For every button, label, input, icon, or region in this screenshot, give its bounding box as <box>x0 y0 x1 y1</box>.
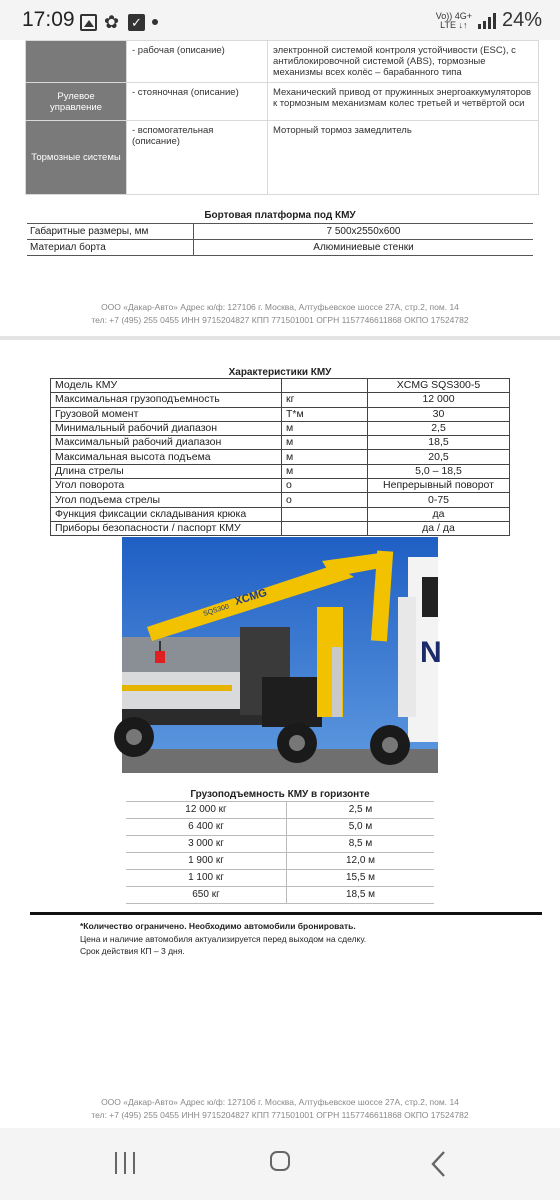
signal-icon <box>478 13 496 29</box>
kmu-value: XCMG SQS300-5 <box>368 379 510 393</box>
kmu-param: Угол поворота <box>51 479 282 493</box>
kmu-value: 30 <box>368 407 510 421</box>
kmu-unit: м <box>282 421 368 435</box>
kmu-unit <box>282 379 368 393</box>
home-button[interactable] <box>262 1146 302 1182</box>
footer-requisites-2: тел: +7 (495) 255 0455 ИНН 9715204827 КПП 771501001 ОГРН 1157746611868 ОКПО 17524782 <box>91 1110 469 1120</box>
capacity-table <box>126 801 434 904</box>
kmu-param: Длина стрелы <box>51 464 282 478</box>
status-time: 17:09 <box>22 8 75 31</box>
spec-sub: - рабочая (описание) <box>127 41 268 83</box>
kmu-param: Максимальный рабочий диапазон <box>51 436 282 450</box>
footer-requisites: тел: +7 (495) 255 0455 ИНН 9715204827 КПП 771501001 ОГРН 1157746611868 ОКПО 17524782 <box>91 315 469 325</box>
kmu-param: Приборы безопасности / паспорт КМУ <box>51 521 282 535</box>
capacity-row <box>126 853 434 870</box>
platform-table <box>27 223 533 256</box>
capacity-weight: 12 000 кг <box>126 802 287 819</box>
photo-cab-letter: N <box>420 636 442 669</box>
home-icon <box>270 1151 290 1171</box>
kmu-row <box>51 393 510 407</box>
page-divider <box>0 336 560 340</box>
kmu-unit: м <box>282 464 368 478</box>
kmu-unit: о <box>282 479 368 493</box>
platform-row <box>27 240 533 256</box>
spec-category: Рулевое управление <box>26 83 127 121</box>
capacity-reach: 2,5 м <box>287 802 435 819</box>
kmu-value: 18,5 <box>368 436 510 450</box>
spec-value: Моторный тормоз замедлитель <box>268 121 539 195</box>
spec-value: Механический привод от пружинных энергоаккумуляторов к тормозным механизмам колес третьей и четвёртой оси <box>268 83 539 121</box>
capacity-reach: 18,5 м <box>287 887 435 904</box>
kmu-param: Грузовой момент <box>51 407 282 421</box>
kmu-row <box>51 464 510 478</box>
back-chevron-icon <box>420 1146 460 1182</box>
capacity-weight: 6 400 кг <box>126 819 287 836</box>
photo-brand-label: XCMG <box>233 586 269 608</box>
kmu-value: 12 000 <box>368 393 510 407</box>
kmu-row <box>51 521 510 535</box>
capacity-weight: 650 кг <box>126 887 287 904</box>
capacity-row <box>126 802 434 819</box>
recent-apps-button[interactable] <box>105 1146 145 1182</box>
kmu-unit: м <box>282 436 368 450</box>
kmu-title: Характеристики КМУ <box>228 367 332 378</box>
kmu-value: 2,5 <box>368 421 510 435</box>
spec-table <box>25 40 539 195</box>
kmu-param: Минимальный рабочий диапазон <box>51 421 282 435</box>
kmu-row <box>51 421 510 435</box>
gallery-icon <box>80 14 97 31</box>
network-indicator <box>436 12 472 30</box>
truck-crane-photo <box>122 537 442 773</box>
network-top-label: Vo)) 4G+ <box>435 10 472 21</box>
kmu-param: Максимальная грузоподъемность <box>51 393 282 407</box>
kmu-row <box>51 436 510 450</box>
kmu-row <box>51 379 510 393</box>
check-icon: ✓ <box>128 14 145 31</box>
note-price: Цена и наличие автомобиля актуализируется перед выходом на сделку. <box>80 933 367 944</box>
spec-row <box>26 41 539 83</box>
back-button[interactable] <box>420 1146 460 1182</box>
capacity-weight: 3 000 кг <box>126 836 287 853</box>
capacity-reach: 12,0 м <box>287 853 435 870</box>
section-divider <box>30 912 542 915</box>
capacity-reach: 15,5 м <box>287 870 435 887</box>
more-notifications-dot-icon <box>152 19 158 25</box>
platform-value: Алюминиевые стенки <box>194 240 534 256</box>
kmu-row <box>51 450 510 464</box>
status-right <box>436 9 542 32</box>
kmu-value: да / да <box>368 521 510 535</box>
platform-value: 7 500x2550x600 <box>194 224 534 240</box>
kmu-unit <box>282 521 368 535</box>
platform-row <box>27 224 533 240</box>
notification-icons <box>80 13 158 31</box>
platform-title: Бортовая платформа под КМУ <box>204 210 356 221</box>
notes <box>80 920 366 958</box>
capacity-row <box>126 870 434 887</box>
kmu-unit: Т*м <box>282 407 368 421</box>
kmu-unit: кг <box>282 393 368 407</box>
platform-label: Габаритные размеры, мм <box>27 224 194 240</box>
spec-sub: - вспомогательная (описание) <box>127 121 268 195</box>
capacity-title: Грузоподъемность КМУ в горизонте <box>190 789 370 800</box>
status-bar <box>0 0 560 40</box>
kmu-unit: м <box>282 450 368 464</box>
photo-model-label: SQS300 <box>202 603 230 618</box>
kmu-param: Угол подъема стрелы <box>51 493 282 507</box>
capacity-weight: 1 900 кг <box>126 853 287 870</box>
kmu-value: 20,5 <box>368 450 510 464</box>
capacity-weight: 1 100 кг <box>126 870 287 887</box>
capacity-row <box>126 887 434 904</box>
network-bottom-label: LTE ↓↑ <box>440 19 468 30</box>
capacity-reach: 8,5 м <box>287 836 435 853</box>
kmu-unit: о <box>282 493 368 507</box>
capacity-reach: 5,0 м <box>287 819 435 836</box>
kmu-unit <box>282 507 368 521</box>
kmu-param: Максимальная высота подъема <box>51 450 282 464</box>
kmu-value: 5,0 – 18,5 <box>368 464 510 478</box>
flower-icon: ✿ <box>104 11 120 32</box>
note-limited: *Количество ограничено. Необходимо автомобили бронировать. <box>80 921 356 931</box>
kmu-value: 0-75 <box>368 493 510 507</box>
kmu-row <box>51 407 510 421</box>
kmu-row <box>51 493 510 507</box>
capacity-row <box>126 819 434 836</box>
system-nav-bar <box>0 1128 560 1200</box>
platform-label: Материал борта <box>27 240 194 256</box>
kmu-param: Модель КМУ <box>51 379 282 393</box>
spec-value: электронной системой контроля устойчивости (ESC), с антиблокировочной системой (ABS), тормозные механизмы всех колёс – барабанного типа <box>268 41 539 83</box>
kmu-row <box>51 479 510 493</box>
kmu-row <box>51 507 510 521</box>
kmu-value: да <box>368 507 510 521</box>
kmu-param: Функция фиксации складывания крюка <box>51 507 282 521</box>
spec-row <box>26 121 539 195</box>
spec-sub: - стояночная (описание) <box>127 83 268 121</box>
capacity-row <box>126 836 434 853</box>
footer-address: ООО «Дакар-Авто» Адрес ю/ф: 127106 г. Москва, Алтуфьевское шоссе 27А, стр.2, пом. 14 <box>101 302 459 312</box>
spec-row <box>26 83 539 121</box>
document-page-1 <box>0 40 560 336</box>
kmu-value: Непрерывный поворот <box>368 479 510 493</box>
spec-category: Тормозные системы <box>26 121 127 195</box>
note-validity: Срок действия КП – 3 дня. <box>80 946 185 956</box>
kmu-table <box>50 378 510 536</box>
footer-address-2: ООО «Дакар-Авто» Адрес ю/ф: 127106 г. Москва, Алтуфьевское шоссе 27А, стр.2, пом. 14 <box>101 1097 459 1107</box>
battery-level: 24% <box>501 9 542 31</box>
spec-category <box>26 41 127 83</box>
